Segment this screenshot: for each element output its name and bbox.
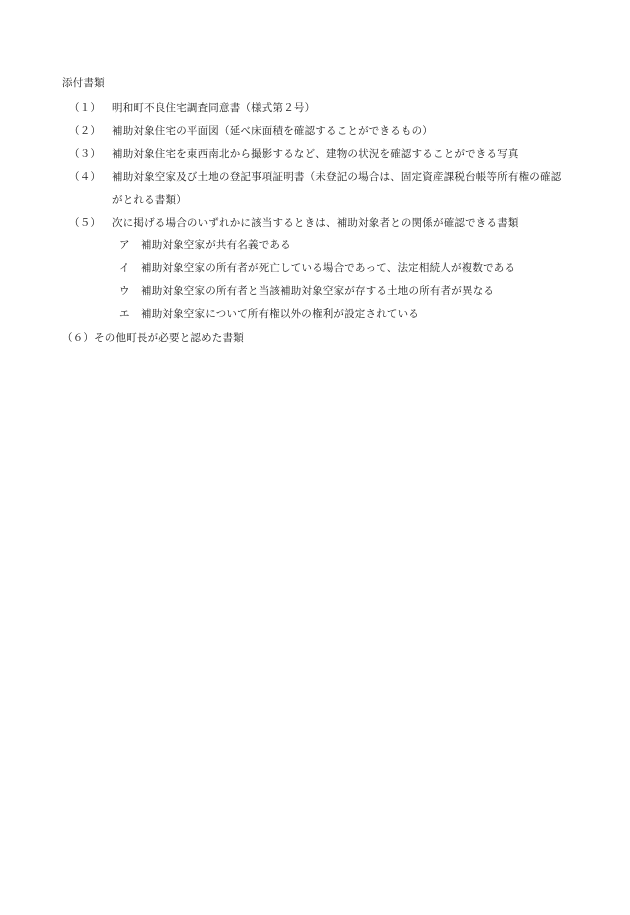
item-number: （３）: [69, 148, 102, 160]
list-item: [62, 331, 244, 345]
sub-item-text: 補助対象空家が共有名義である: [141, 239, 291, 251]
item-number: （２）: [69, 125, 102, 137]
list-item: [69, 101, 315, 115]
sub-list-item: [119, 307, 419, 321]
item-text: 補助対象空家及び土地の登記事項証明書（未登記の場合は、固定資産課税台帳等所有権の確認: [112, 171, 562, 183]
list-item: [69, 216, 519, 230]
document-heading: [62, 76, 105, 90]
list-item-continuation: [112, 193, 187, 207]
item-text: 明和町不良住宅調査同意書（様式第２号）: [112, 102, 316, 114]
sub-item-mark: ア: [119, 239, 130, 251]
sub-item-text: 補助対象空家の所有者と当該補助対象空家が存する土地の所有者が異なる: [141, 285, 495, 297]
item-number: （４）: [69, 171, 102, 183]
list-item: [69, 124, 433, 138]
item-text-continuation: がとれる書類）: [112, 194, 187, 206]
heading-text: 添付書類: [62, 77, 105, 89]
item-text: 次に掲げる場合のいずれかに該当するときは、補助対象者との関係が確認できる書類: [112, 217, 519, 229]
item-number: （５）: [69, 217, 102, 229]
sub-list-item: [119, 238, 291, 252]
list-item: [69, 170, 561, 184]
sub-item-text: 補助対象空家について所有権以外の権利が設定されている: [141, 308, 419, 320]
sub-item-text: 補助対象空家の所有者が死亡している場合であって、法定相続人が複数である: [141, 262, 516, 274]
sub-list-item: [119, 261, 515, 275]
sub-item-mark: イ: [119, 262, 130, 274]
item-text: その他町長が必要と認めた書類: [94, 332, 244, 344]
item-text: 補助対象住宅の平面図（延べ床面積を確認することができるもの）: [112, 125, 433, 137]
sub-list-item: [119, 284, 494, 298]
sub-item-mark: エ: [119, 308, 130, 320]
item-number: （６）: [62, 332, 95, 344]
list-item: [69, 147, 519, 161]
sub-item-mark: ウ: [119, 285, 130, 297]
item-text: 補助対象住宅を東西南北から撮影するなど、建物の状況を確認することができる写真: [112, 148, 519, 160]
item-number: （１）: [69, 102, 102, 114]
